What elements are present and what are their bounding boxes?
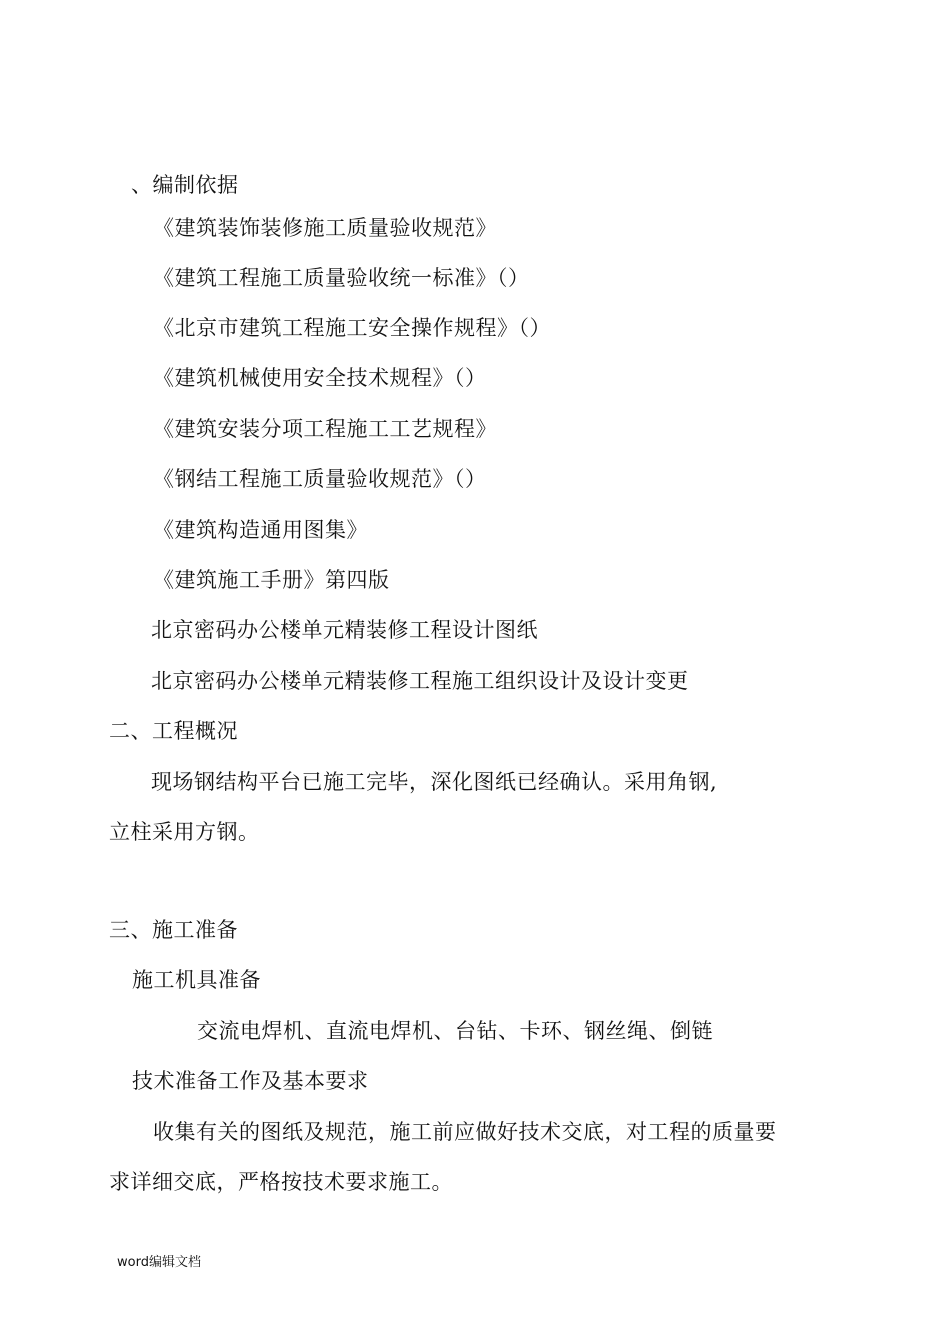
reference-item: 《建筑装饰装修施工质量验收规范》 (153, 216, 497, 240)
reference-item: 《建筑工程施工质量验收统一标准》（） (153, 266, 530, 290)
footer-watermark: word编辑文档 (117, 1255, 201, 1270)
reference-item: 北京密码办公楼单元精装修工程设计图纸 (151, 618, 538, 642)
section2-heading: 二、工程概况 (109, 719, 238, 743)
section2-paragraph-line2: 立柱采用方钢。 (109, 820, 260, 844)
reference-item: 《建筑构造通用图集》 (153, 518, 368, 542)
reference-item: 《建筑安装分项工程施工工艺规程》 (153, 417, 497, 441)
section3-subheading-tools: 施工机具准备 (132, 968, 261, 992)
reference-item: 《北京市建筑工程施工安全操作规程》（） (153, 316, 551, 340)
reference-item: 《钢结工程施工质量验收规范》（） (153, 467, 487, 491)
section3-heading: 三、施工准备 (109, 918, 238, 942)
section1-heading: 、编制依据 (131, 173, 239, 197)
reference-item: 《建筑机械使用安全技术规程》（） (153, 366, 487, 390)
section3-subheading-technical: 技术准备工作及基本要求 (132, 1069, 369, 1093)
section2-paragraph-line1: 现场钢结构平台已施工完毕，深化图纸已经确认。采用角钢, (151, 770, 718, 794)
section3-paragraph-line1: 收集有关的图纸及规范，施工前应做好技术交底，对工程的质量要 (153, 1120, 777, 1144)
reference-item: 北京密码办公楼单元精装修工程施工组织设计及设计变更 (151, 669, 689, 693)
reference-item: 《建筑施工手册》第四版 (153, 568, 390, 592)
section3-paragraph-line2: 求详细交底，严格按技术要求施工。 (109, 1170, 453, 1194)
tools-list: 交流电焊机、直流电焊机、台钻、卡环、钢丝绳、倒链 (197, 1019, 713, 1043)
